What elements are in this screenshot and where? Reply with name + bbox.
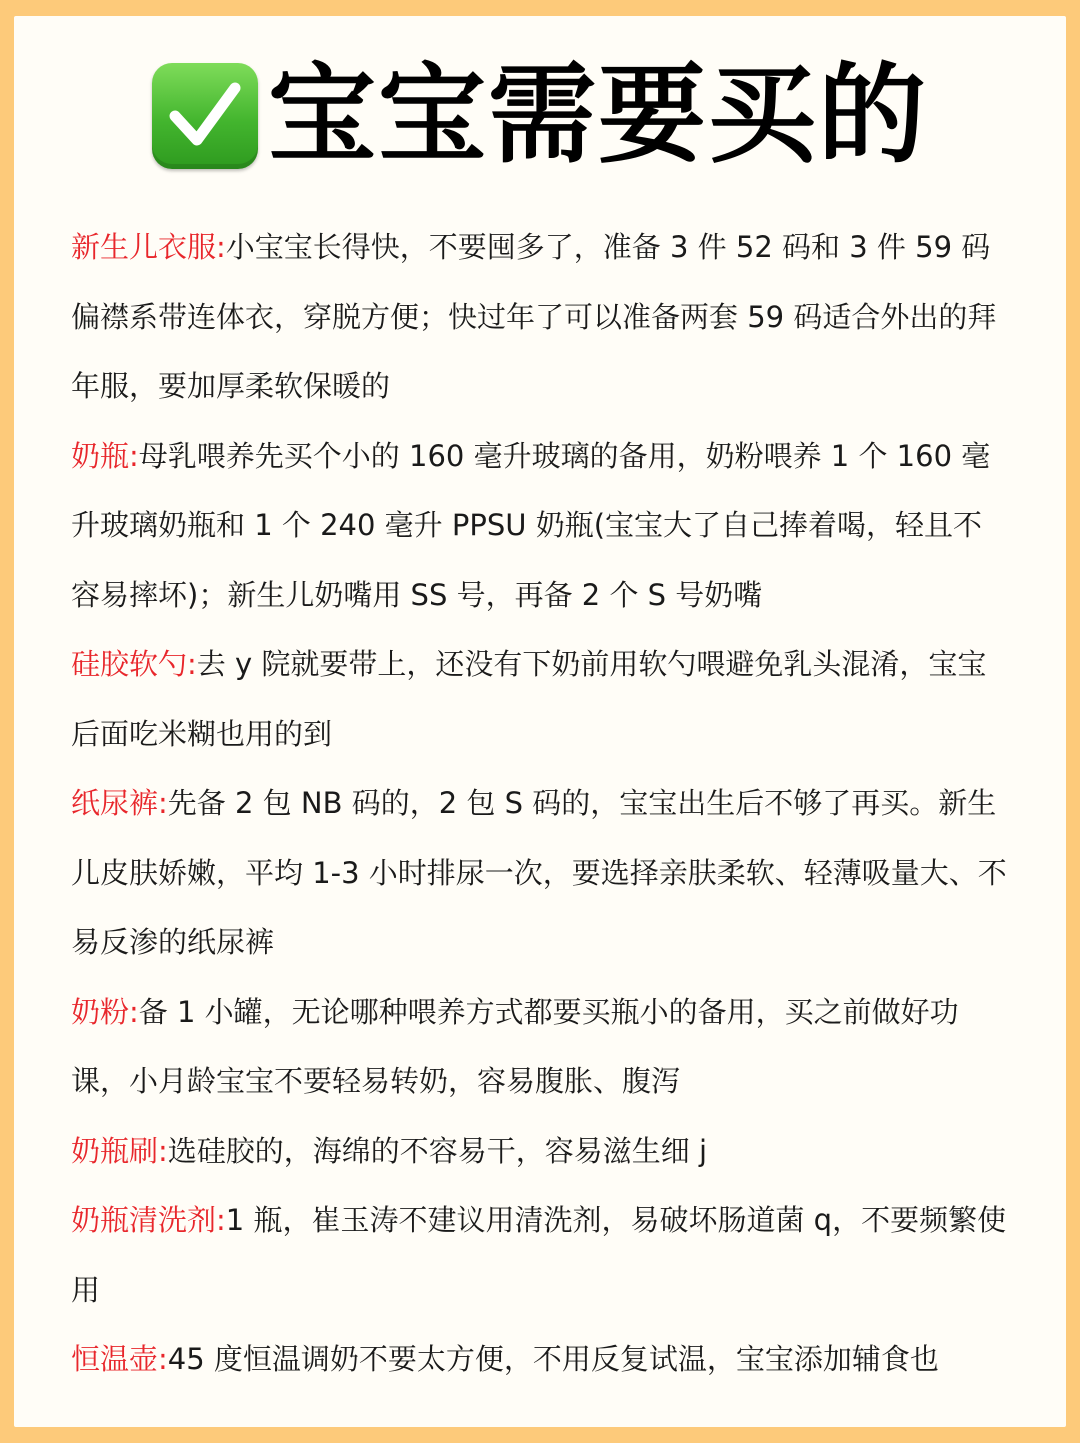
item-text: 45 度恒温调奶不要太方便，不用反复试温，宝宝添加辅食也: [167, 1342, 939, 1376]
item-text: 选硅胶的，海绵的不容易干，容易滋生细 j: [167, 1133, 708, 1168]
item-text: 先备 2 包 NB 码的，2 包 S 码的，宝宝出生后不够了再买。新生儿皮肤娇嫩，平均 1-3 小时排尿一次，要选择亲肤柔软、轻薄吸量大、不易反渗的纸尿裤: [71, 786, 1007, 959]
item-label: 奶瓶:: [71, 438, 139, 473]
list-item-newborn-clothes: [71, 213, 1011, 422]
item-label: 奶粉:: [71, 994, 139, 1029]
list-item-kettle: [71, 1325, 1011, 1395]
list-item-formula: [71, 978, 1011, 1117]
item-label: 纸尿裤:: [71, 786, 168, 820]
item-text: 小宝宝长得快，不要囤多了，准备 3 件 52 码和 3 件 59 码偏襟系带连体衣，穿脱方便；快过年了可以准备两套 59 码适合外出的拜年服，要加厚柔软保暖的: [71, 230, 997, 403]
item-label: 硅胶软勺:: [71, 647, 197, 681]
content-card: [14, 16, 1066, 1427]
item-text: 母乳喂养先买个小的 160 毫升玻璃的备用，奶粉喂养 1 个 160 毫升玻璃奶瓶和 1 个 240 毫升 PPSU 奶瓶(宝宝大了自己捧着喝，轻且不容易摔坏)；新生儿奶嘴用 SS 号，再备 2 个 S 号奶嘴: [71, 438, 991, 612]
list-item-bottle: [71, 422, 1011, 631]
item-label: 恒温壶:: [71, 1342, 168, 1376]
item-label: 新生儿衣服:: [71, 230, 226, 264]
item-text: 1 瓶，崔玉涛不建议用清洗剂，易破坏肠道菌 q，不要频繁使用: [71, 1203, 1007, 1307]
item-label: 奶瓶刷:: [71, 1133, 168, 1168]
check-mark-icon: [152, 63, 258, 169]
list-item-bottle-cleaner: [71, 1186, 1011, 1325]
page-title: 宝宝需要买的: [267, 53, 928, 178]
list-item-bottle-brush: [71, 1117, 1011, 1187]
list-item-diapers: [71, 769, 1011, 978]
item-text: 备 1 小罐，无论哪种喂养方式都要买瓶小的备用，买之前做好功课，小月龄宝宝不要轻易转奶，容易腹胀、腹泻: [71, 994, 959, 1098]
item-label: 奶瓶清洗剂:: [71, 1203, 226, 1237]
list-item-silicone-spoon: [71, 630, 1011, 769]
item-text: 去 y 院就要带上，还没有下奶前用软勺喂避免乳头混淆，宝宝后面吃米糊也用的到: [71, 647, 987, 751]
shopping-list: [71, 213, 1011, 1395]
title-row: [14, 53, 1066, 178]
